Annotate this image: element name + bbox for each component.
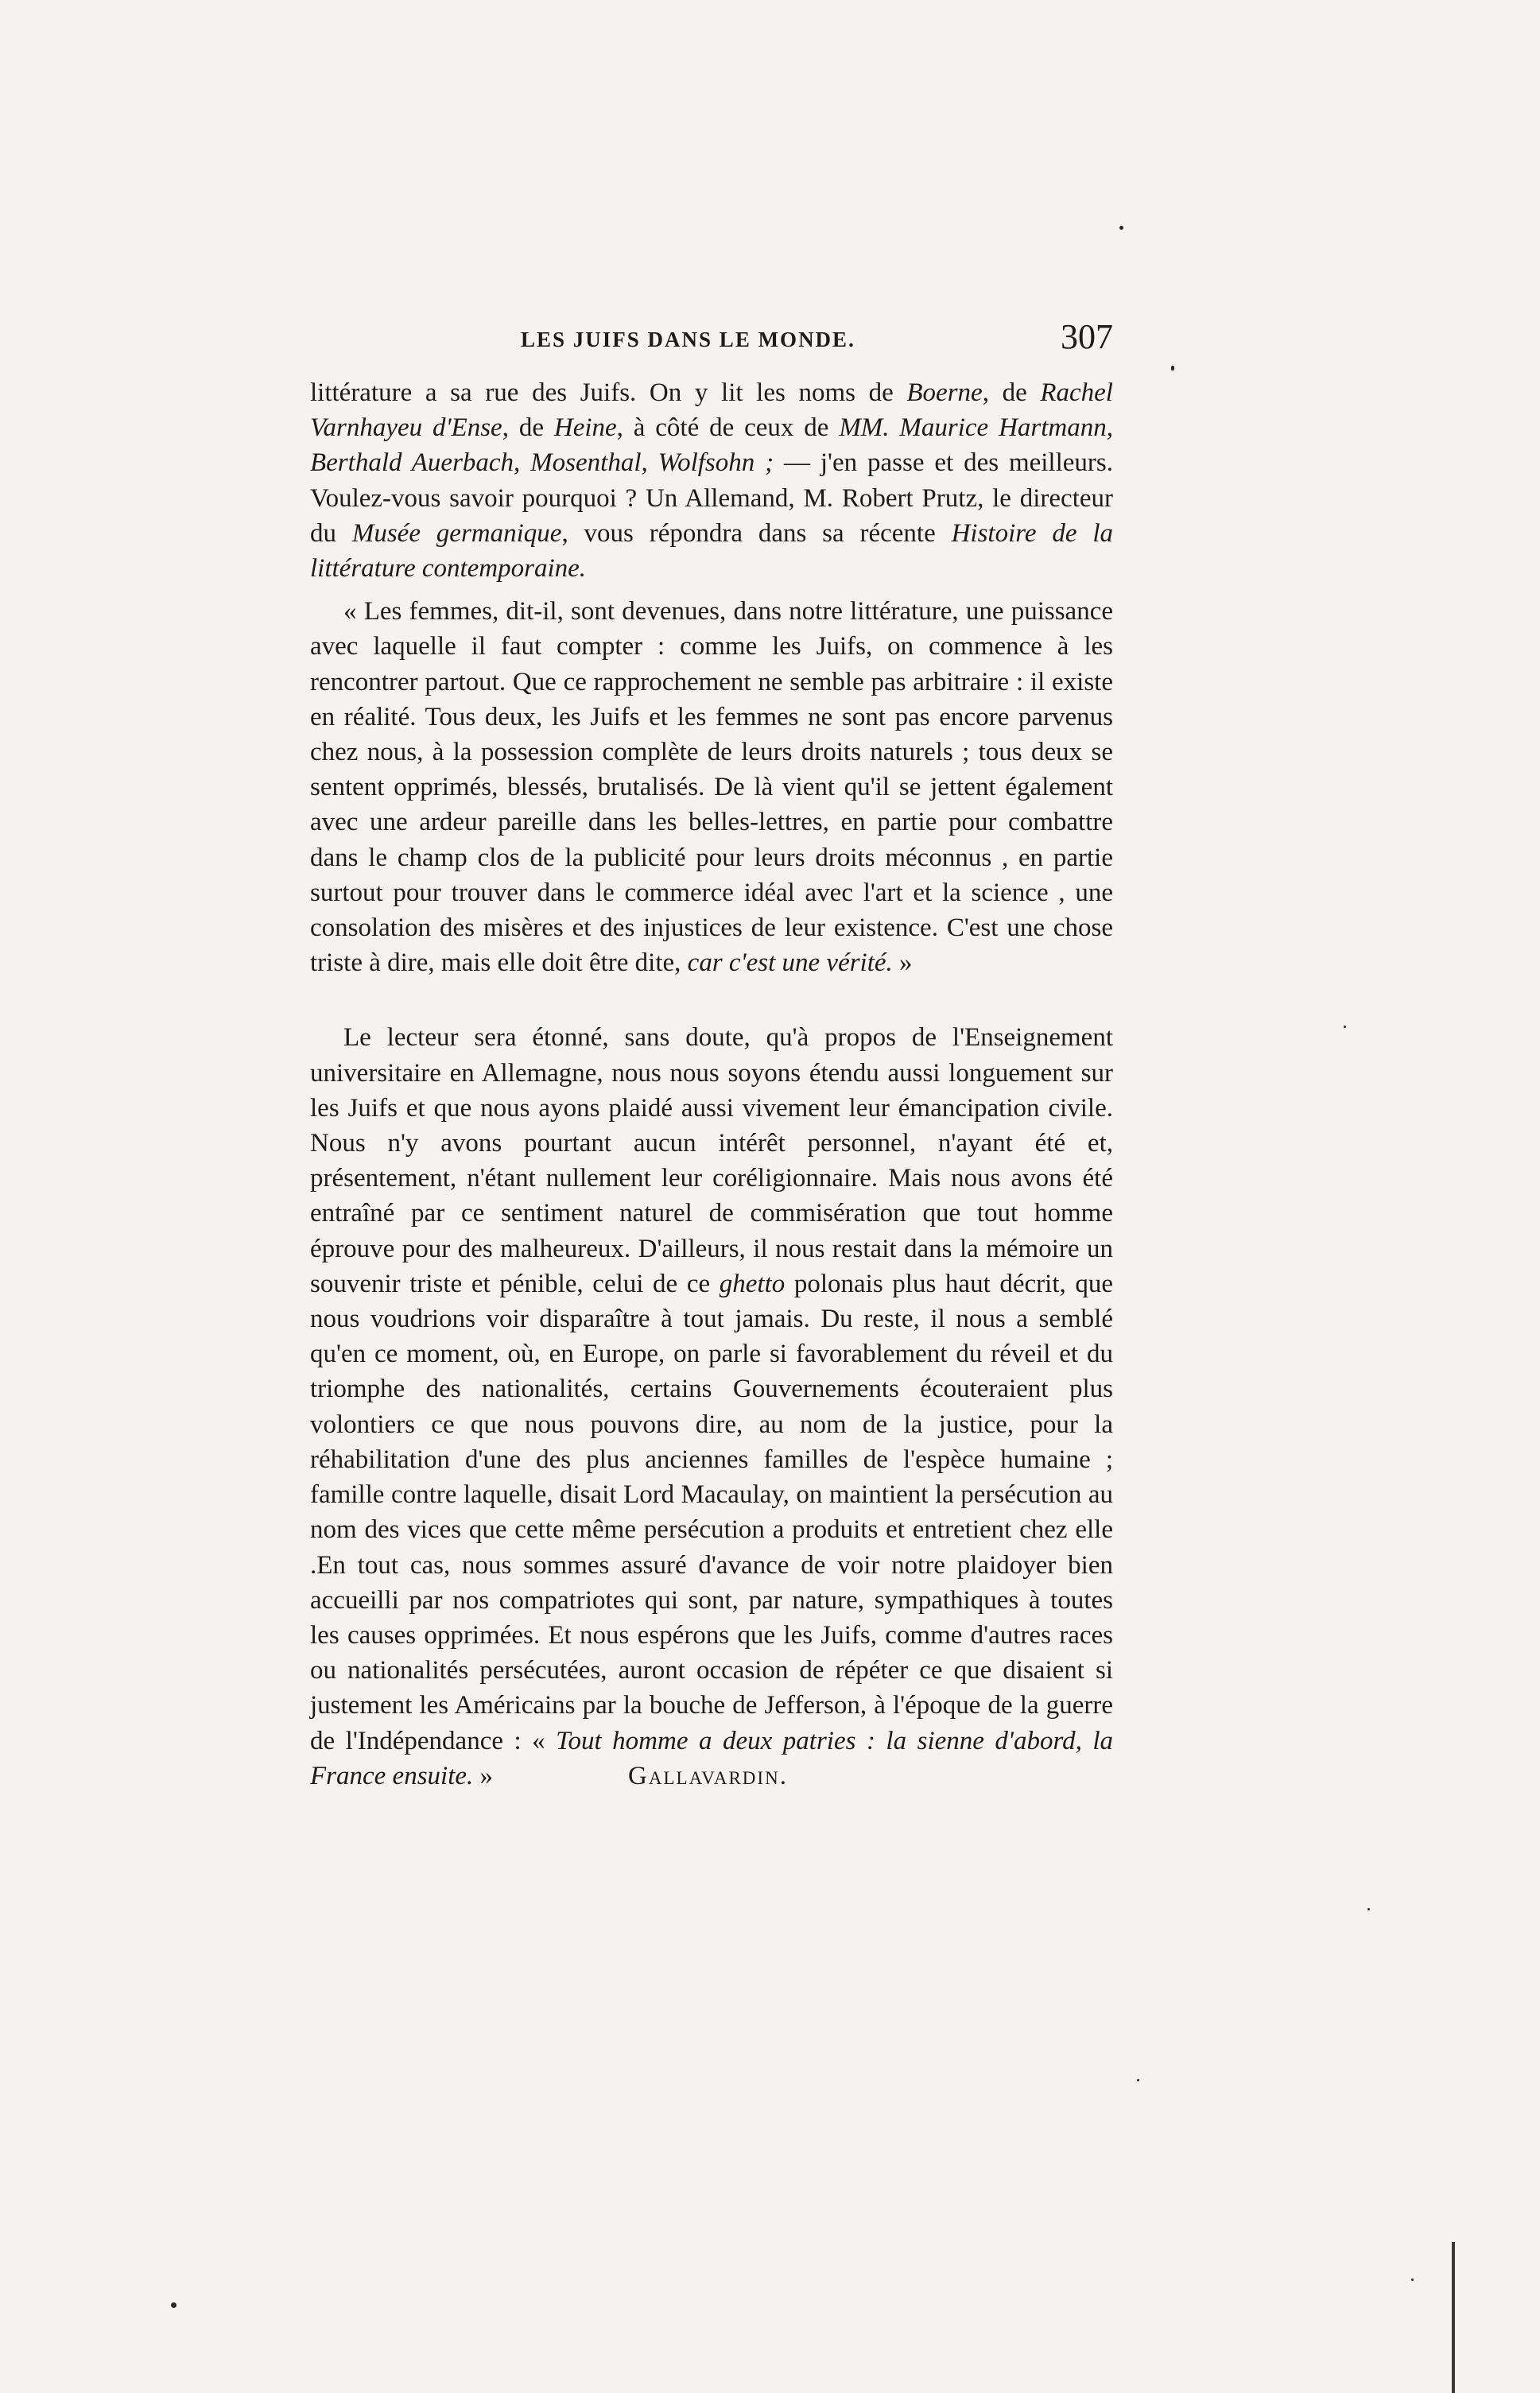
text-run: »	[892, 948, 913, 978]
text-run: « Les femmes, dit-il, sont devenues, dans notre littérature, une puissance avec laquelle il faut compter : comme les Juifs, on commence à les rencontrer partout. Que ce rapprochement ne semble pas arbitraire : il existe en réalité. Tous deux, les Juifs et les femmes ne sont pas encore parvenus chez nous, à la possession complète de leurs droits naturels ; tous deux se sentent opprimés, blessés, brutalisés. De là vient qu'il se jettent également avec une ardeur pareille dans les belles-lettres, en partie pour combattre dans le champ clos de la publicité pour leurs droits méconnus , en partie surtout pour trouver dans le commerce idéal avec l'art et la science , une consolation des misères et des injustices de leur existence. C'est une chose triste à dire, mais elle doit être dite,	[310, 597, 1113, 978]
paragraph-1	[310, 375, 1113, 586]
page-number: 307	[1061, 317, 1113, 356]
text-run: Le lecteur sera étonné, sans doute, qu'à propos de l'Enseignement universitaire en Allemagne, nous nous soyons étendu aussi longuement sur les Juifs et que nous ayons plaidé aussi vivement leur émancipation civile. Nous n'y avons pourtant aucun intérêt personnel, n'ayant été et, présentement, n'étant nullement leur coréligionnaire. Mais nous avons été entraîné par ce sentiment naturel de commisération que tout homme éprouve pour des malheureux. D'ailleurs, il nous restait dans la mémoire un souvenir triste et pénible, celui de ce	[310, 1023, 1113, 1298]
text-run: , de	[982, 378, 1041, 407]
scan-edge-line	[1452, 2242, 1455, 2393]
italic-run: ghetto	[719, 1269, 786, 1298]
scan-speck	[1367, 1908, 1370, 1910]
text-run: — j'en passe et des meilleurs. Voulez-vous savoir pourquoi ? Un Allemand, M. Robert Prutz, le directeur du	[310, 448, 1113, 548]
paragraph-2-quotation	[310, 594, 1113, 980]
scan-speck	[1119, 226, 1123, 230]
paragraph-3-text	[310, 1023, 1113, 1790]
scan-speck	[171, 2302, 176, 2308]
body-text	[310, 375, 1113, 1794]
italic-run: MM. Maurice Hartmann, Berthald Auerbach, Mosenthal, Wolfsohn ;	[310, 413, 1113, 478]
text-run: littérature a sa rue des Juifs. On y lit les noms de	[310, 378, 907, 407]
italic-run: Tout homme a deux patries : la sienne d'abord, la France ensuite.	[310, 1726, 1114, 1790]
scan-speck	[1411, 2279, 1414, 2281]
text-run: , de	[502, 413, 554, 443]
text-run: polonais plus haut décrit, que nous voudrions voir disparaître à tout jamais. Du reste, il nous a semblé qu'en ce moment, où, en Europe, on parle si favorablement du réveil et du triomphe des nationalités, certains Gouvernements écouteraient plus volontiers ce que nous pouvons dire, au nom de la justice, pour la réhabilitation d'une des plus anciennes familles de l'espèce humaine ; famille contre laquelle, disait Lord Macaulay, on maintient la persécution au nom des vices que cette même persécution a produits et entretient chez elle .En tout cas, nous sommes assuré d'avance de voir notre plaidoyer bien accueilli par nos compatriotes qui sont, par nature, sympathiques à toutes les causes opprimées. Et nous espérons que les Juifs, comme d'autres races ou nationalités persécutées, auront occasion de répéter ce que disaient si justement les Américains par la bouche de Jefferson, à l'époque de la guerre de l'Indépendance : «	[310, 1269, 1114, 1755]
text-run: »	[473, 1761, 494, 1790]
italic-run: Heine	[553, 413, 617, 443]
scan-speck	[1171, 366, 1174, 370]
running-head	[310, 316, 1113, 364]
text-run: , vous répondra dans sa récente	[561, 518, 952, 548]
author-signature: Gallavardin.	[628, 1761, 788, 1790]
italic-run: Histoire de la littérature contemporaine.	[310, 518, 1114, 584]
paragraph-3	[310, 1020, 1113, 1793]
text-run: , à côté de ceux de	[616, 413, 840, 443]
italic-run: car c'est une vérité.	[687, 948, 893, 978]
scan-speck	[1137, 2079, 1139, 2081]
italic-run: Boerne	[906, 378, 983, 407]
scan-speck	[1344, 1026, 1346, 1028]
italic-run: Rachel Varnhayeu d'Ense	[310, 378, 1113, 443]
running-title: LES JUIFS DANS LE MONDE.	[521, 328, 855, 351]
italic-run: Musée germanique	[351, 518, 562, 548]
